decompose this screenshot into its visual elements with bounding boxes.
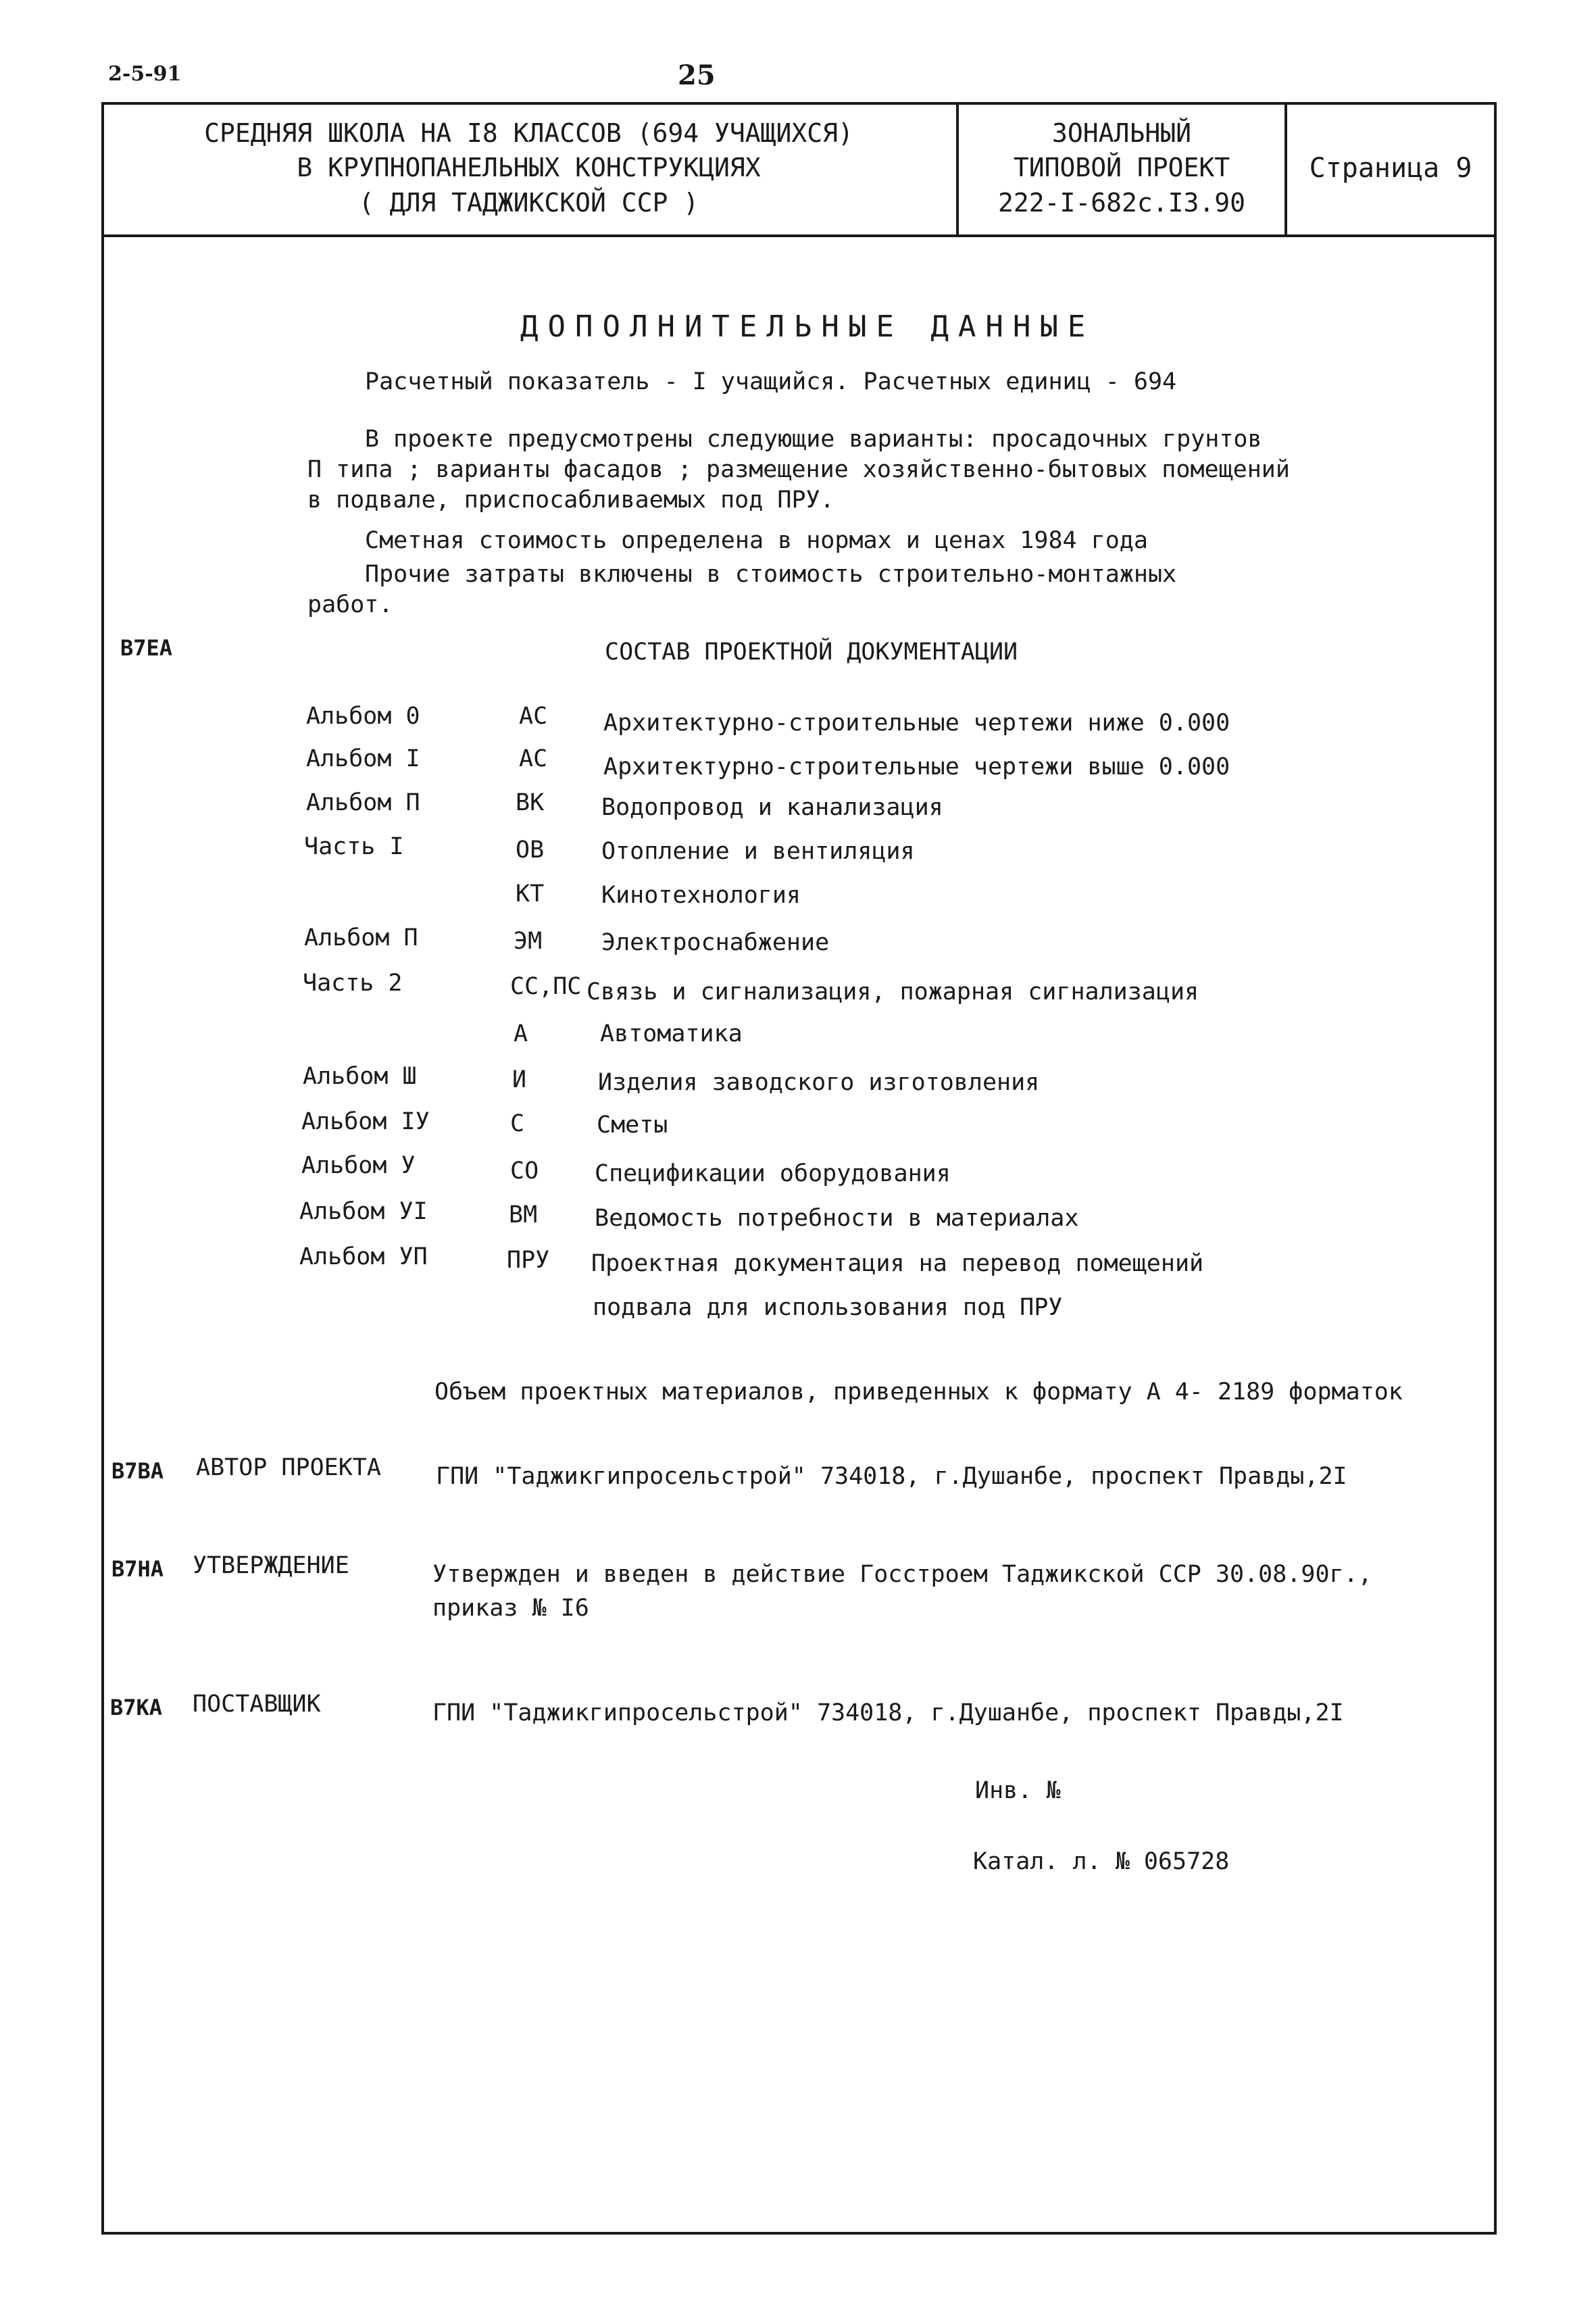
title-block: [101, 102, 1497, 237]
sheet-label: Страница 9: [1309, 153, 1472, 184]
album-title: Сметы: [597, 1112, 668, 1139]
discipline-mark: С: [510, 1110, 525, 1137]
album-title: Водопровод и канализация: [601, 794, 943, 821]
discipline-mark: ОВ: [516, 837, 545, 864]
discipline-mark: АС: [519, 703, 548, 730]
volume-line: Объем проектных материалов, приведенных к формату А 4- 2189 форматок: [434, 1378, 1403, 1405]
album-title: подвала для использования под ПРУ: [593, 1294, 1063, 1321]
discipline-mark: КТ: [516, 880, 545, 907]
album-label: Альбом П: [306, 789, 420, 816]
composition-heading: СОСТАВ ПРОЕКТНОЙ ДОКУМЕНТАЦИИ: [605, 639, 1018, 666]
approval-label: УТВЕРЖДЕНИЕ: [193, 1552, 349, 1579]
other-costs-line: работ.: [307, 591, 393, 618]
discipline-mark: А: [514, 1020, 528, 1047]
album-label: Альбом УП: [299, 1243, 428, 1270]
catalog-sheet: Катал. л. № 065728: [973, 1848, 1230, 1875]
project-designation: [959, 102, 1287, 234]
album-title: Архитектурно-строительные чертежи выше 0.000: [603, 753, 1230, 780]
author-code: В7ВА: [111, 1458, 164, 1484]
discipline-mark: СС,ПС: [510, 973, 582, 1000]
discipline-mark: ПРУ: [507, 1247, 550, 1274]
variants-line: в подвале, приспосабливаемых под ПРУ.: [307, 487, 834, 514]
variants-line: П типа ; варианты фасадов ; размещение хозяйственно-бытовых помещений: [307, 456, 1290, 483]
discipline-mark: И: [512, 1066, 527, 1093]
album-title: Проектная документация на перевод помещений: [591, 1250, 1204, 1277]
album-title: Изделия заводского изготовления: [598, 1069, 1040, 1096]
album-label: Альбом 0: [306, 703, 420, 730]
discipline-mark: ВМ: [509, 1201, 538, 1228]
project-title: [101, 102, 959, 234]
album-title: Ведомость потребности в материалах: [595, 1205, 1079, 1232]
other-costs-line: Прочие затраты включены в стоимость строительно-монтажных: [365, 561, 1177, 588]
approval-value: Утвержден и введен в действие Госстроем Таджикской ССР 30.08.90г.,: [432, 1561, 1372, 1588]
inventory-number: Инв. №: [975, 1777, 1061, 1804]
cost-line: Сметная стоимость определена в нормах и ценах 1984 года: [365, 527, 1148, 554]
supplier-label: ПОСТАВЩИК: [193, 1691, 321, 1718]
project-designation-line: ЗОНАЛЬНЫЙ: [1052, 118, 1191, 149]
album-label: Альбом П: [304, 924, 418, 951]
album-title: Архитектурно-строительные чертежи ниже 0.000: [603, 710, 1230, 737]
album-label: Альбом I: [306, 745, 420, 772]
album-title: Спецификации оборудования: [595, 1160, 951, 1187]
approval-order: приказ № I6: [432, 1595, 589, 1622]
album-title: Электроснабжение: [601, 929, 830, 956]
album-label: Альбом Ш: [303, 1063, 417, 1090]
album-title: Автоматика: [600, 1020, 743, 1047]
document-code: 2-5-91: [108, 62, 182, 86]
discipline-mark: АС: [519, 745, 548, 772]
album-title: Кинотехнология: [601, 882, 801, 909]
supplier-code: В7КА: [110, 1695, 163, 1720]
project-designation-line: 222-I-682с.I3.90: [997, 187, 1246, 218]
author-value: ГПИ "Таджикгипросельстрой" 734018, г.Душанбе, проспект Правды,2I: [436, 1463, 1347, 1490]
composition-code: В7ЕА: [120, 635, 173, 661]
calc-indicator: Расчетный показатель - I учащийся. Расчетных единиц - 694: [365, 368, 1177, 395]
discipline-mark: ВК: [516, 789, 545, 816]
album-label: Альбом У: [301, 1152, 416, 1179]
project-designation-line: ТИПОВОЙ ПРОЕКТ: [1013, 153, 1230, 183]
project-title-line: ( ДЛЯ ТАДЖИКСКОЙ ССР ): [358, 187, 699, 218]
page-number: 25: [678, 59, 716, 91]
album-title: Отопление и вентиляция: [601, 838, 915, 865]
author-label: АВТОР ПРОЕКТА: [196, 1454, 381, 1481]
album-label: Часть 2: [303, 970, 403, 997]
album-title: Связь и сигнализация, пожарная сигнализация: [587, 978, 1199, 1005]
variants-line: В проекте предусмотрены следующие варианты: просадочных грунтов: [365, 426, 1262, 453]
approval-code: В7НА: [111, 1556, 164, 1582]
project-title-line: В КРУПНОПАНЕЛЬНЫХ КОНСТРУКЦИЯХ: [297, 153, 761, 183]
album-label: Альбом IУ: [301, 1108, 430, 1135]
section-title: ДОПОЛНИТЕЛЬНЫЕ ДАННЫЕ: [520, 309, 1095, 344]
album-label: Часть I: [304, 833, 404, 860]
supplier-value: ГПИ "Таджикгипросельстрой" 734018, г.Душанбе, проспект Правды,2I: [432, 1699, 1344, 1726]
project-title-line: СРЕДНЯЯ ШКОЛА НА I8 КЛАССОВ (694 УЧАЩИХСЯ): [204, 118, 853, 149]
discipline-mark: ЭМ: [514, 928, 543, 955]
discipline-mark: СО: [510, 1158, 539, 1185]
album-label: Альбом УI: [299, 1198, 428, 1225]
sheet-number: [1287, 102, 1494, 234]
